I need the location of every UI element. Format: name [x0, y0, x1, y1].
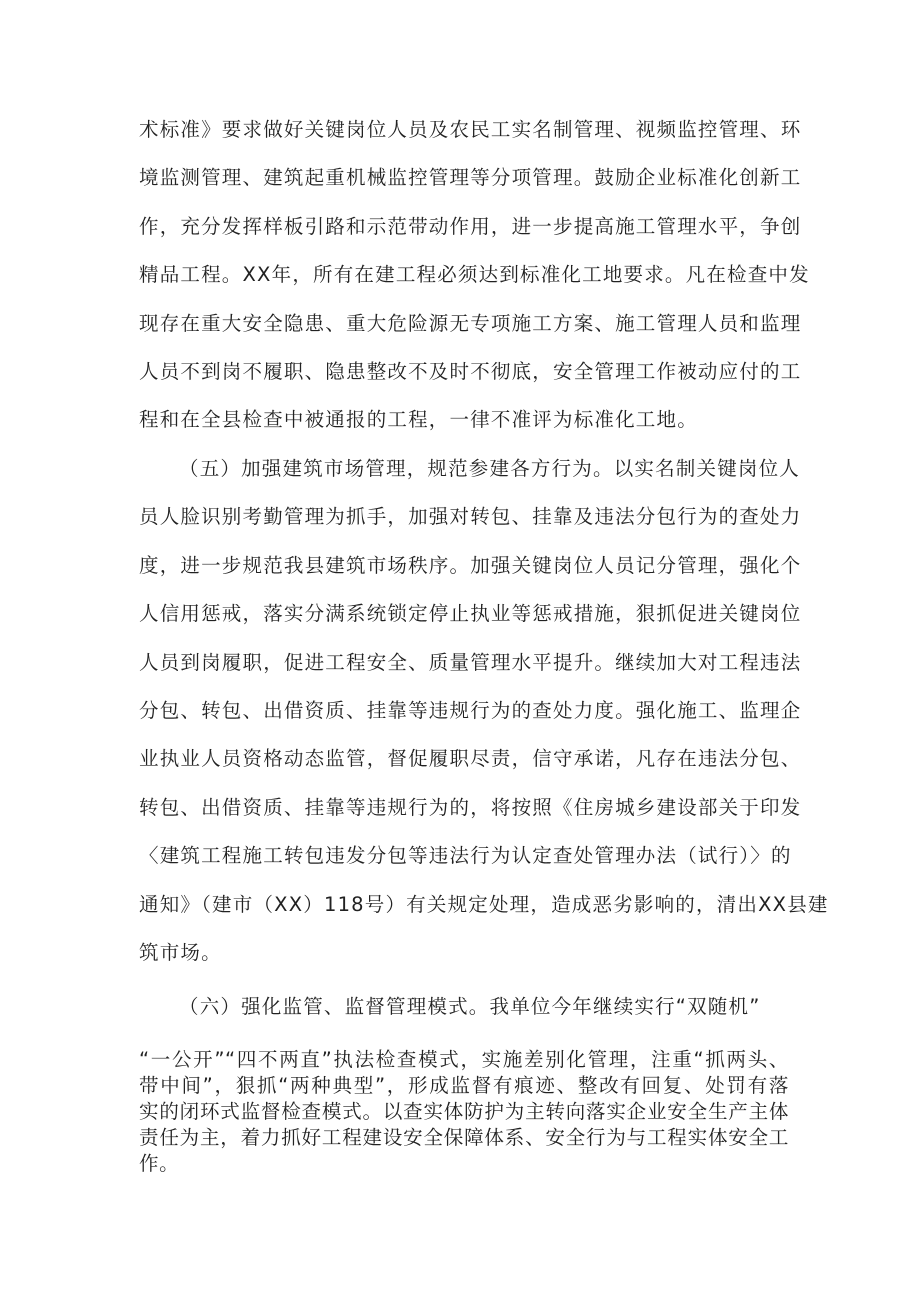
- paragraph-line: 度，进一步规范我县建筑市场秩序。加强关键岗位人员记分管理，强化个: [139, 554, 802, 577]
- paragraph-line: 人员不到岗不履职、隐患整改不及时不彻底，安全管理工作被动应付的工: [139, 360, 802, 383]
- paragraph-line: 人信用惩戒，落实分满系统锁定停止执业等惩戒措施，狠抓促进关键岗位: [139, 602, 802, 625]
- paragraph-line: 转包、出借资质、挂靠等违规行为的，将按照《住房城乡建设部关于印发: [139, 796, 802, 819]
- paragraph-line: 精品工程。XX年，所有在建工程必须达到标准化工地要求。凡在检查中发: [139, 263, 810, 286]
- paragraph-line: 实的闭环式监督检查模式。以查实体防护为主转向落实企业安全生产主体: [139, 1100, 789, 1123]
- paragraph-line: 术标准》要求做好关键岗位人员及农民工实名制管理、视频监控管理、环: [139, 118, 802, 141]
- paragraph-line: 员人脸识别考勤管理为抓手，加强对转包、挂靠及违法分包行为的查处力: [139, 505, 802, 528]
- paragraph-line: 通知》（建市（XX）118号）有关规定处理，造成恶劣影响的，清出XX县建: [139, 893, 829, 916]
- section-six-heading-line: （六）强化监管、监督管理模式。我单位今年继续实行“双随机”: [179, 995, 761, 1018]
- paragraph-line: “一公开”“四不两直”执法检查模式，实施差别化管理，注重“抓两头、: [139, 1048, 789, 1071]
- paragraph-line: 业执业人员资格动态监管，督促履职尽责，信守承诺，凡存在违法分包、: [139, 747, 802, 770]
- paragraph-line: 作。: [139, 1152, 180, 1175]
- paragraph-line: 带中间”，狠抓“两种典型”，形成监督有痕迹、整改有回复、处罚有落: [139, 1074, 789, 1097]
- paragraph-line: 筑市场。: [139, 941, 222, 964]
- section-five-heading-line: （五）加强建筑市场管理，规范参建各方行为。以实名制关键岗位人: [179, 457, 801, 480]
- paragraph-line: 现存在重大安全隐患、重大危险源无专项施工方案、施工管理人员和监理: [139, 312, 802, 335]
- paragraph-line: 〈建筑工程施工转包违发分包等违法行为认定查处管理办法（试行）〉的: [139, 844, 792, 867]
- paragraph-line: 人员到岗履职，促进工程安全、质量管理水平提升。继续加大对工程违法: [139, 651, 802, 674]
- paragraph-line: 作，充分发挥样板引路和示范带动作用，进一步提高施工管理水平，争创: [139, 215, 802, 238]
- paragraph-line: 境监测管理、建筑起重机械监控管理等分项管理。鼓励企业标准化创新工: [139, 166, 802, 189]
- paragraph-line: 程和在全县检查中被通报的工程，一律不准评为标准化工地。: [139, 408, 698, 431]
- paragraph-line: 分包、转包、出借资质、挂靠等违规行为的查处力度。强化施工、监理企: [139, 699, 802, 722]
- paragraph-line: 责任为主，着力抓好工程建设安全保障体系、安全行为与工程实体安全工: [139, 1126, 789, 1149]
